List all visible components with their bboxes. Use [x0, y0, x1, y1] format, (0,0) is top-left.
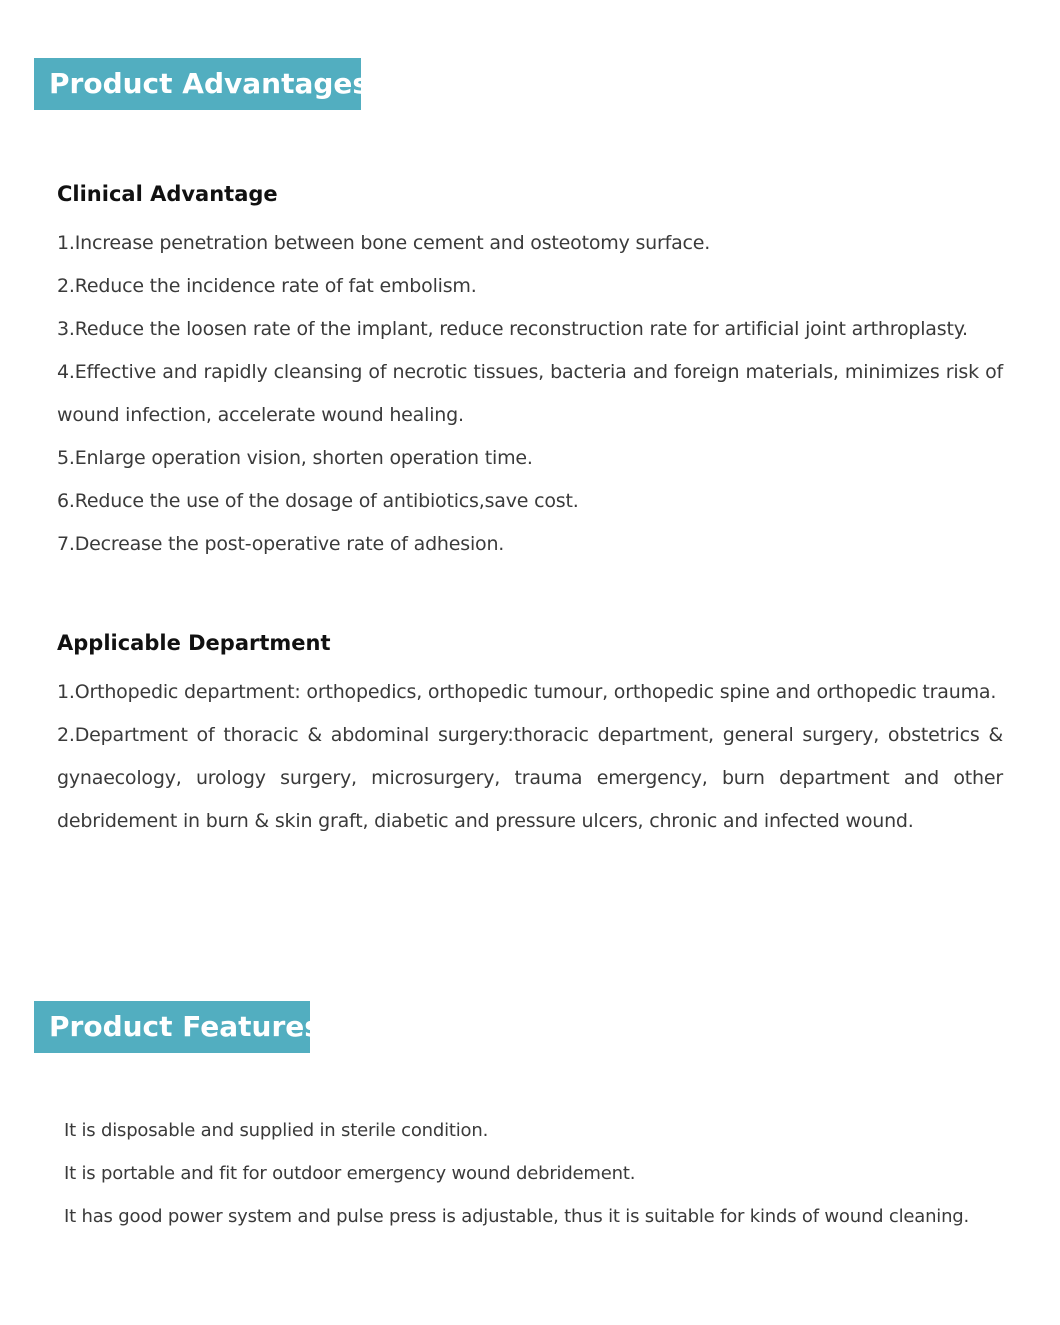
list-item: It is portable and fit for outdoor emergency wound debridement. — [64, 1163, 636, 1184]
list-item: It has good power system and pulse press is adjustable, thus it is suitable for kinds of wound cleaning. — [64, 1206, 970, 1227]
list-item: 2.Department of thoracic & abdominal surgery:thoracic department, general surgery, obstetrics & gynaecology, urology surgery, microsurgery, trauma emergency, burn department and other debridement in burn & skin graft, diabetic and pressure ulcers, chronic and infected wound. — [57, 724, 1003, 832]
product-features-banner: Product Features — [34, 1001, 310, 1053]
applicable-department-section — [57, 628, 1003, 843]
clinical-advantage-heading: Clinical Advantage — [57, 182, 278, 206]
list-item: 3.Reduce the loosen rate of the implant, reduce reconstruction rate for artificial joint arthroplasty. — [57, 318, 968, 340]
list-item: 1.Orthopedic department: orthopedics, orthopedic tumour, orthopedic spine and orthopedic trauma. — [57, 681, 997, 703]
list-item: 7.Decrease the post-operative rate of adhesion. — [57, 533, 505, 555]
list-item: 6.Reduce the use of the dosage of antibiotics,save cost. — [57, 490, 579, 512]
product-features-list — [64, 1109, 1014, 1238]
clinical-advantage-section — [57, 179, 1003, 566]
list-item: 2.Reduce the incidence rate of fat embolism. — [57, 275, 477, 297]
clinical-advantage-list — [57, 222, 1003, 566]
applicable-department-list — [57, 671, 1003, 843]
list-item: 4.Effective and rapidly cleansing of necrotic tissues, bacteria and foreign materials, minimizes risk of wound infection, accelerate wound healing. — [57, 361, 1003, 426]
list-item: It is disposable and supplied in sterile condition. — [64, 1120, 489, 1141]
applicable-department-heading: Applicable Department — [57, 631, 331, 655]
list-item: 1.Increase penetration between bone cement and osteotomy surface. — [57, 232, 711, 254]
list-item: 5.Enlarge operation vision, shorten operation time. — [57, 447, 533, 469]
product-advantages-banner: Product Advantages — [34, 58, 361, 110]
